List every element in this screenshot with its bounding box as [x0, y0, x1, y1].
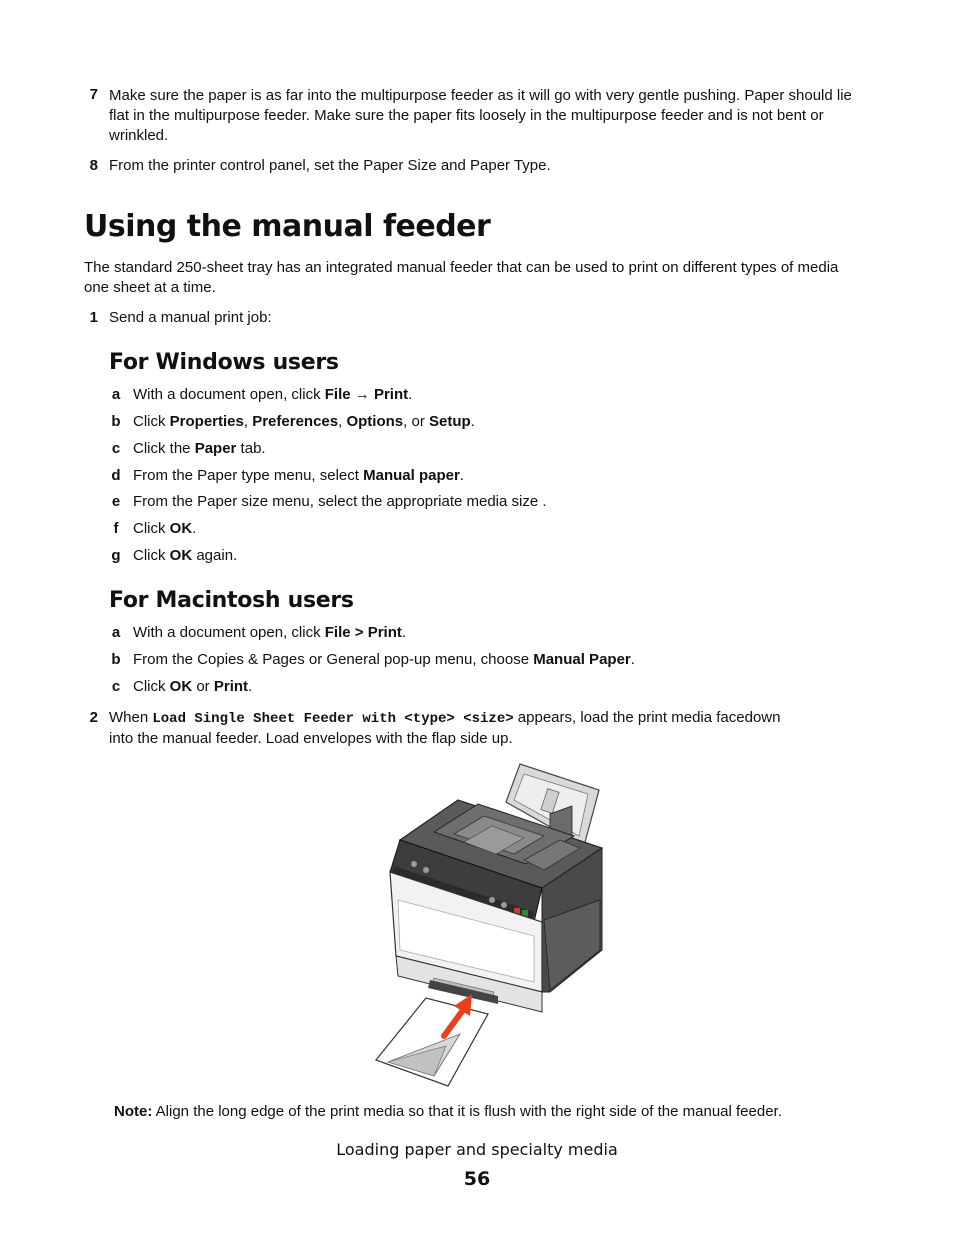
- menu-name: Print: [373, 386, 409, 403]
- step-7-line-2: flat in the multipurpose feeder. Make sure the paper fits loosely in the multipurpose feeder and is not bent or: [109, 107, 824, 124]
- substep-letter: c: [111, 440, 121, 457]
- menu-name: Print: [367, 624, 402, 641]
- text-run: When: [109, 709, 153, 726]
- substep-letter: d: [111, 467, 121, 484]
- text-run: Click: [133, 678, 170, 695]
- menu-name: Paper: [194, 440, 237, 457]
- text-run: .: [408, 386, 413, 403]
- intro-line-1: The standard 250-sheet tray has an integrated manual feeder that can be used to print on different types of media: [84, 259, 839, 276]
- printer-manual-feeder-svg: [374, 760, 606, 1090]
- substep-letter: g: [111, 547, 121, 564]
- step-7-text: [109, 86, 909, 146]
- step-8-text: From the printer control panel, set the Paper Size and Paper Type.: [109, 157, 551, 174]
- windows-step-f: [133, 519, 196, 539]
- text-run: ,: [243, 413, 253, 430]
- text-run: Click: [133, 413, 170, 430]
- substep-letter: e: [111, 493, 121, 510]
- note-text: Align the long edge of the print media so that it is flush with the right side of the manual feeder.: [152, 1103, 782, 1120]
- text-run: With a document open, click: [133, 386, 325, 403]
- text-run: With a document open, click: [133, 624, 325, 641]
- windows-subheading: For Windows users: [109, 350, 339, 375]
- text-run: Click: [133, 520, 170, 537]
- intro-line-2: one sheet at a time.: [84, 279, 216, 296]
- text-run: .: [401, 624, 407, 641]
- step-1-text: Send a manual print job:: [109, 309, 272, 326]
- text-run: ,: [338, 413, 347, 430]
- windows-step-d: [133, 466, 464, 486]
- substep-letter: f: [113, 520, 119, 537]
- menu-name: File: [324, 624, 351, 641]
- step-7-line-1: Make sure the paper is as far into the multipurpose feeder as it will go with very gentle pushing. Paper should lie: [109, 87, 852, 104]
- step-number: 7: [89, 86, 98, 103]
- menu-name: Setup: [428, 413, 471, 430]
- step-2-line-1: [109, 708, 909, 729]
- substep-letter: a: [111, 386, 121, 403]
- substep-letter: c: [111, 678, 121, 695]
- menu-name: OK: [169, 547, 193, 564]
- display-message: Load Single Sheet Feeder with <type> <size>: [152, 711, 514, 727]
- step-number: 1: [89, 309, 98, 326]
- footer-chapter-title: [0, 1140, 954, 1159]
- menu-name: Properties: [169, 413, 244, 430]
- step-number: 8: [89, 157, 98, 174]
- substep-letter: a: [111, 624, 121, 641]
- text-run: appears, load the print media facedown: [513, 709, 781, 726]
- note-label: Note:: [114, 1103, 153, 1120]
- step-7-line-3: wrinkled.: [109, 127, 169, 144]
- windows-step-e: From the Paper size menu, select the appropriate media size .: [133, 493, 547, 510]
- substep-letter: b: [111, 651, 121, 668]
- menu-name: Manual Paper: [533, 651, 631, 668]
- text-run: From the Paper type menu, select: [133, 467, 364, 484]
- menu-name: OK: [169, 520, 193, 537]
- step-number: 2: [89, 709, 98, 726]
- windows-step-g: [133, 546, 237, 566]
- text-run: .: [470, 413, 475, 430]
- text-run: .: [459, 467, 464, 484]
- arrow-separator: →: [350, 386, 374, 403]
- text-run: .: [630, 651, 635, 668]
- printer-illustration: [374, 760, 606, 1090]
- substep-letter: b: [111, 413, 121, 430]
- page-number: 56: [463, 1168, 491, 1190]
- menu-name: Preferences: [252, 413, 339, 430]
- text-run: , or: [403, 413, 429, 430]
- mac-step-b: [133, 650, 635, 670]
- menu-name: File: [324, 386, 351, 403]
- macintosh-subheading: For Macintosh users: [109, 588, 354, 613]
- text-run: or: [192, 678, 214, 695]
- step-2-line-2: into the manual feeder. Load envelopes with the flap side up.: [109, 730, 513, 747]
- menu-name: OK: [169, 678, 193, 695]
- text-run: Click the: [133, 440, 195, 457]
- windows-step-c: [133, 439, 266, 459]
- windows-step-b: [133, 412, 475, 432]
- text-run: Click: [133, 547, 170, 564]
- menu-name: Manual paper: [363, 467, 460, 484]
- step-2-text: [109, 708, 909, 749]
- text-run: again.: [192, 547, 238, 564]
- section-heading: Using the manual feeder: [84, 209, 491, 244]
- menu-name: Options: [346, 413, 404, 430]
- note: [114, 1102, 914, 1122]
- footer-label-text: Loading paper and specialty media: [336, 1140, 618, 1159]
- mac-step-a: [133, 623, 406, 643]
- text-run: tab.: [236, 440, 266, 457]
- text-run: .: [192, 520, 197, 537]
- windows-step-a: [133, 385, 412, 405]
- menu-name: Print: [213, 678, 249, 695]
- separator: >: [350, 624, 368, 641]
- text-run: .: [248, 678, 253, 695]
- text-run: From the Copies & Pages or General pop-up menu, choose: [133, 651, 534, 668]
- mac-step-c: [133, 677, 252, 697]
- intro-paragraph: [84, 258, 904, 298]
